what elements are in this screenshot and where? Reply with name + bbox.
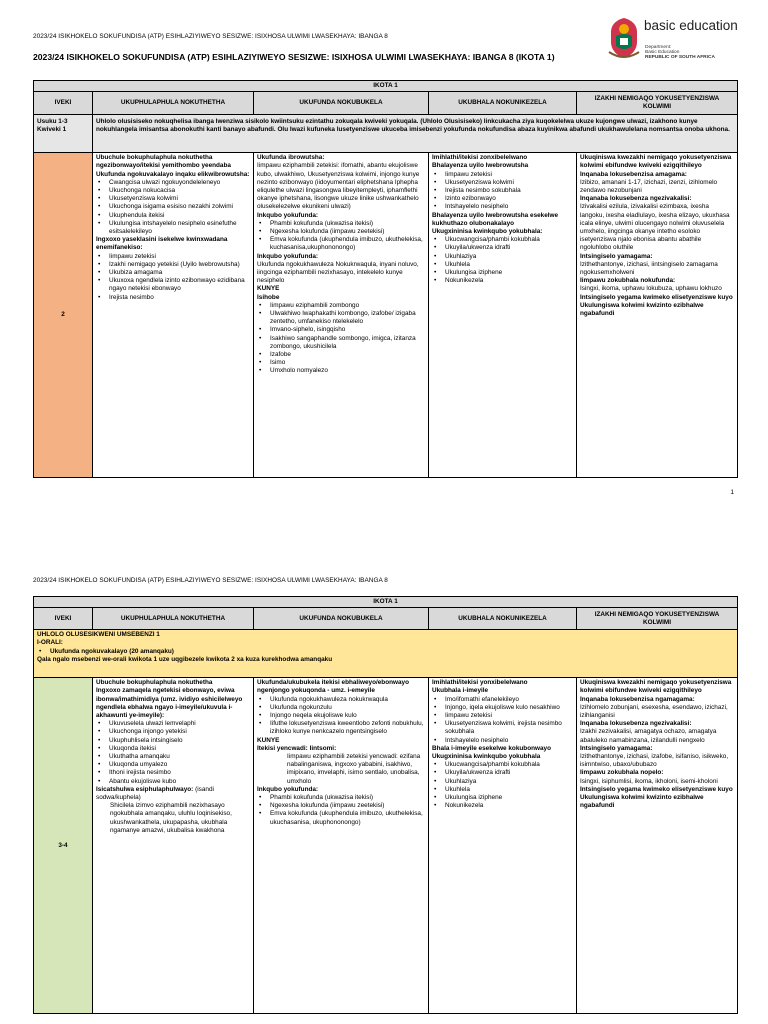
list-item: • Ngexesha lokufunda (iimpawu zeetekisi) xyxy=(257,228,425,236)
list-item: • Ukusetyenziswa kolwimi xyxy=(432,179,573,187)
list-item: • Iimpawu zetekisi xyxy=(432,712,573,720)
list-item: • Iimpawu zetekisi xyxy=(96,253,250,261)
running-header: 2023/24 ISIKHOKELO SOKUFUNDISA (ATP) ESIHLAZIYIWEYO SESIZWE: ISIXHOSA ULWIMI LWASEKHAYA: IBANGA 8 xyxy=(33,577,388,584)
page-gap xyxy=(0,505,768,571)
term-heading: IKOTA 1 xyxy=(34,81,738,92)
list-item: • Ukubiza amagama xyxy=(96,269,250,277)
list-item: • Ukuqonda itekisi xyxy=(96,745,250,753)
col-header-writing: UKUBHALA NOKUNIKEZELA xyxy=(429,92,577,115)
coat-of-arms-icon xyxy=(606,16,642,60)
department-label: Department: Basic Education REPUBLIC OF SOUTH AFRICA xyxy=(645,45,715,61)
col-header-listening: UKUPHULAPHULA NOKUTHETHA xyxy=(93,608,254,630)
list-item: • Iimpawu eziphambili zombongo xyxy=(257,302,425,310)
formal-assessment-banner: UHLOLO OLUSESIKWENI UMSEBENZI 1 I-ORALI: • Ukufunda ngokuvakalayo (20 amanqaku) Qala ngalo msebenzi we-orali kwikota 1 uze uqgibezele kwikota 2 xa kuza kurekhodwa amanqaku xyxy=(34,630,738,678)
col-header-language: IZAKHI NEMIGAQO YOKUSETYENZISWA KOLWIMI xyxy=(577,92,738,115)
col-header-language: IZAKHI NEMIGAQO YOKUSETYENZISWA KOLWIMI xyxy=(577,608,738,630)
reading-cell: Ukufunda ibrowutsha: Iimpawu eziphambili zetekisi: ifomathi, abantu ekujoliswe kubo, ulwakhiwo, Ukusetyenziswa kolwimi, injongo kunye nezinto ezibonwayo (iidoyumentari eliphetshana Iphepha eliqulethe ulwazi lingasongwa libeyitempleyti, iphamflethi okanye iphetshana, lisongwe ukuze linike ushwankathelo olusekelezelwe ekunikeni ulwazi) Inkqubo yokufunda: • Phambi kokufunda (ukwazisa itekisi) • Ngexesha lokufunda (iimpawu zeetekisi) • Emva kokufunda (ukuphendula imibuzo, ukuthelekisa, kuchasanisa,ukuphononongo) Inkqubo yokufunda: Ukufunda ngokukhawuleza Nokukrwaqula, inyani noluvo, iingcinga eziphambili nezixhasayo, intekelelo kunye nesiphelo KUNYE Isihobe • Iimpawu eziphambili zombongo • Ulwakhiwo lwaphakathi kombongo, izafobe/ izigaba zentetho, umfanekiso ntelekelelo • Imvano-siphelo, isingqisho • Isakhiwo sangaphandle sombongo, imigca, izitanza zombongo, ukushicilela • Izafobe • Isimo • Umxholo nomyalezo xyxy=(254,153,429,478)
list-item: • Phambi kokufunda (ukwazisa itekisi) xyxy=(257,794,425,802)
list-item: • Abantu ekujoliswe kubo xyxy=(96,778,250,786)
page-2 xyxy=(0,571,768,1024)
writing-cell: Imihlathi/itekisi yonxibelelwano Ukubhala i-imeyile • Imo/ifomathi efanelekileyo • Injongo, iqela ekujoliswe kulo nesakhiwo • Iimpawu zetekisi • Ukusetyenziswa kolwimi, irejista nesimbo sokubhala • Intshayelelo nesiphelo Bhala i-imeyile esekelwe kokubonwayo Ukugxininisa kwinkqubo yokubhala • Ukucwangcisa/phambi kokubhala • Ukuyila/ukwenza idrafti • Ukuhlaziya • Ukuhlela • Ukulungisa iziphene • Nokunikezela xyxy=(429,678,577,1014)
list-item: • Ukuvuselela ulwazi lemvelaphi xyxy=(96,720,250,728)
col-header-reading: UKUFUNDA NOKUBUKELA xyxy=(254,92,429,115)
list-item: • Ithoni irejista nesimbo xyxy=(96,769,250,777)
list-item: • Ukuqonda umyalezo xyxy=(96,761,250,769)
list-item: • Ukuhlela xyxy=(432,786,573,794)
table-row xyxy=(34,678,738,1014)
list-item: • Ukusetyenziswa kolwimi xyxy=(96,195,250,203)
list-item: • Ukufunda ngokukhawuleza nokukrwaqula xyxy=(257,696,425,704)
brand-name: basic education xyxy=(644,18,738,33)
list-item: • Ukusetyenziswa kolwimi, irejista nesimbo sokubhala xyxy=(432,720,573,736)
page-number: 1 xyxy=(730,489,734,496)
listening-cell: Ubuchule bokuphulaphula nokuthetha Ingxoxo zamaqela ngetekisi ebonwayo, eviwa ibonwa/imathimidiya (umz. ividiyo eshicilelweyo ngendlela ebhalwa ngayo i-imeyile/ukuvula i-akhawunti ye-imeyile): • Ukuvuselela ulwazi lemvelaphi • Ukuchonga injongo yetekisi • Ukuphuhlisela intsingiselo • Ukuqonda itekisi • Ukuthatha amanqaku • Ukuqonda umyalezo • Ithoni irejista nesimbo • Abantu ekujoliswe kubo Isicatshulwa esiphulaphulwayo: (isandi sodwa/kuphela) Shicilela izimvo eziphambili nezixhasayo ngokubhala amanqaku, uluhlu loqinisekiso, ukushwankathela, ukupapasha, ukubhala ngamanye amazwi, ukubalisa kwakhona xyxy=(93,678,254,1014)
list-item: • Irejista nesimbo sokubhala xyxy=(432,187,573,195)
list-item: • Nokunikezela xyxy=(432,277,573,285)
list-item: • Imvano-siphelo, isingqisho xyxy=(257,326,425,334)
list-item: • Ukucwangcisa/phambi kokubhala xyxy=(432,236,573,244)
list-item: • Ukuyila/ukwenza idrafti xyxy=(432,769,573,777)
list-item: • Ukuhlaziya xyxy=(432,253,573,261)
listening-cell: Ubuchule bokuphulaphula nokuthetha ngezibonwayo/itekisi yemithombo yeendaba Ukufunda ngokuvakalayo inqaku elikwibrowutsha: • Cwangcisa ulwazi ngokuyondeleleneyo • Ukuchonga nokucacisa • Ukusetyenziswa kolwimi • Ukuchonga isigama esisiso nezakhi zolwimi • Ukuphendula itekisi • Ukulungisa intshayelelo nesiphelo esinefuthe esitsalelekileyo Ingxoxo yaseklasini isekelwe kwinxwadana enemifanekiso: • Iimpawu zetekisi • Izakhi nemigaqo yetekisi (Uyilo lwebrowutsha) • Ukubiza amagama • Ukuxoxa ngendlela izinto ezibonwayo ezidibana ngayo netekisi ebonwayo • Irejista nesimbo xyxy=(93,153,254,478)
list-item: • Intshayelelo nesiphelo xyxy=(432,203,573,211)
list-item: • Umxholo nomyalezo xyxy=(257,367,425,375)
writing-cell: Imihlathi/itekisi zonxibelelwano Bhalayenza uyilo lwebrowutsha • Iimpawu zetekisi • Ukusetyenziswa kolwimi • Irejista nesimbo sokubhala • Izinto ezibonwayo • Intshayelelo nesiphelo Bhalayenza uyilo lwebrowutsha esekelwe kukhuthazo olubonakalayo Ukugxininisa kwinkqubo yokubhala: • Ukucwangcisa/phambi kokubhala • Ukuyila/ukwenza idrafti • Ukuhlaziya • Ukuhlela • Ukulungisa iziphene • Nokunikezela xyxy=(429,153,577,478)
col-header-listening: UKUPHULAPHULA NOKUTHETHA xyxy=(93,92,254,115)
list-item: • Injongo, iqela ekujoliswe kulo nesakhiwo xyxy=(432,704,573,712)
list-item: • Izinto ezibonwayo xyxy=(432,195,573,203)
atp-table-term1-continued xyxy=(33,596,738,1014)
list-item: • Irejista nesimbo xyxy=(96,294,250,302)
list-item: • Ukuchonga injongo yetekisi xyxy=(96,728,250,736)
list-item: • Ukuhlela xyxy=(432,261,573,269)
dbe-logo xyxy=(606,14,742,66)
term-heading: IKOTA 1 xyxy=(34,597,738,608)
list-item: • Intshayelelo nesiphelo xyxy=(432,737,573,745)
list-item: • Imo/ifomathi efanelekileyo xyxy=(432,696,573,704)
list-item: • Ukuchonga isigama esisiso nezakhi zolwimi xyxy=(96,203,250,211)
list-item: • Injongo neqela ekujoliswe kulo xyxy=(257,712,425,720)
list-item: • Ukufunda ngokunzulu xyxy=(257,704,425,712)
list-item: • Emva kokufunda (ukuphendula imibuzo, ukuthelekisa, ukuchasanisa, ukuphononongo) xyxy=(257,810,425,826)
list-item: • Ukuchonga nokucacisa xyxy=(96,187,250,195)
list-item: • Phambi kokufunda (ukwazisa itekisi) xyxy=(257,220,425,228)
atp-table-term1 xyxy=(33,80,738,478)
list-item: • Nokunikezela xyxy=(432,802,573,810)
list-item: • Isakhiwo sangaphandle sombongo, imigca, izitanza zombongo, ukushicilela xyxy=(257,335,425,351)
list-item: • Cwangcisa ulwazi ngokuyondeleleneyo xyxy=(96,179,250,187)
list-item: • Ukuphuhlisela intsingiselo xyxy=(96,737,250,745)
list-item: • Ukuhlaziya xyxy=(432,778,573,786)
list-item: • Ukuxoxa ngendlela izinto ezibonwayo ezidibana ngayo netekisi ebonwayo xyxy=(96,277,250,293)
page-1 xyxy=(0,0,768,505)
list-item: • Ukuphendula itekisi xyxy=(96,212,250,220)
list-item: • Ukulungisa iziphene xyxy=(432,794,573,802)
list-item: • Ukulungisa iziphene xyxy=(432,269,573,277)
week-number: 2 xyxy=(34,153,93,478)
col-header-week: IVEKI xyxy=(34,92,93,115)
baseline-assessment-text: Uhlolo olusisiseko nokuqhelisa ibanga lwenziwa sisikolo kwiintsuku ezintathu zokuqala kwiveki yokuqala. (Uhlolo Olusisiseko) linkcukacha ziya kuqokelelwa ukuze kujongwe ulwazi, izakhono kunye nokuhlangela imisantsa abonokuthi kanti banayo abafundi. Olu lwazi kufuneka lusetyenziswe ukuceba imisebenzi yokufunda nokufundisa abaza kuyinikwa abafundi ukukhawulelana nomsantsa onoba ukhona. xyxy=(93,115,738,153)
list-item: • Ukuyila/ukwenza idrafti xyxy=(432,244,573,252)
list-item: • Emva kokufunda (ukuphendula imibuzo, ukuthelekisa, kuchasanisa,ukuphononongo) xyxy=(257,236,425,252)
list-item: • Ukuthatha amanqaku xyxy=(96,753,250,761)
list-item: • Ukucwangcisa/phambi kokubhala xyxy=(432,761,573,769)
table-row xyxy=(34,153,738,478)
intro-week-cell: Usuku 1-3 Kwiveki 1 xyxy=(34,115,93,153)
list-item: • Isimo xyxy=(257,359,425,367)
week-number: 3-4 xyxy=(34,678,93,1014)
list-item: • Iimpawu zetekisi xyxy=(432,171,573,179)
list-item: • Ukufunda ngokuvakalayo (20 amanqaku) xyxy=(37,648,734,656)
list-item: • Izafobe xyxy=(257,351,425,359)
col-header-week: IVEKI xyxy=(34,608,93,630)
list-item: • Izakhi nemigaqo yetekisi (Uyilo lwebrowutsha) xyxy=(96,261,250,269)
col-header-reading: UKUFUNDA NOKUBUKELA xyxy=(254,608,429,630)
list-item: • Ngexesha lokufunda (iimpawu zeetekisi) xyxy=(257,802,425,810)
page-title: 2023/24 ISIKHOKELO SOKUFUNDISA (ATP) ESIHLAZIYIWEYO SESIZWE: ISIXHOSA ULWIMI LWASEKHAYA: IBANGA 8 (IKOTA 1) xyxy=(33,52,555,62)
language-cell: Ukuqiniswa kwezakhi nemigaqo yokusetyenziswa kolwimi ebifundwe kwiveki ezigqithileyo Inqanaba lokusebenzisa ngamagama: Izihlomelo zobunjani, esexesha, esendawo, izichazi, izihlanganisi Inqanaba lokusebenza ngezivakalisi: Izakhi zezivakalisi, amagatya ochazo, amagatya abaluleko namabinzana, izilandulli nengxelo Intsingiselo yamagama: Izithethantonye, izichasi, izafobe, isifaniso, isikweko, isimntwiso, ubaxo/ububazo Iimpawu zokubhala nopelo: Isingxi, isiphumlisi, ikoma, ikholoni, isemi-kholoni Intsingiselo yegama kwimeko elisetyenziswe kuyo Ukulungiswa kolwimi kwizinto ezibhalwe ngabafundi xyxy=(577,678,738,1014)
list-item: • Iifuthe lokusetyenziswa kweentlobo zefonti nobukhulu, izihloko kunye nenkcazelo ngentsingiselo xyxy=(257,720,425,736)
reading-cell: Ukufunda/ukubukela itekisi ebhaliweyo/ebonwayo ngenjongo yokuqonda - umz. i-emeyile • Ukufunda ngokukhawuleza nokukrwaqula • Ukufunda ngokunzulu • Injongo neqela ekujoliswe kulo • Iifuthe lokusetyenziswa kweentlobo zefonti nobukhulu, izihloko kunye nenkcazelo ngentsingiselo KUNYE Itekisi yencwadi: Iintsomi: Iimpawu eziphambili zetekisi yencwadi: ezifana nabalinganiswa, ingxoxo yababini, isakhiwo, imipixano, imvelaphi, isimo sentlalo, unobalisa, umxholo Inkqubo yokufunda: • Phambi kokufunda (ukwazisa itekisi) • Ngexesha lokufunda (iimpawu zeetekisi) • Emva kokufunda (ukuphendula imibuzo, ukuthelekisa, ukuchasanisa, ukuphononongo) xyxy=(254,678,429,1014)
language-cell: Ukuqiniswa kwezakhi nemigaqo yokusetyenziswa kolwimi ebifundwe kwiveki ezigqithileyo Inqanaba lokusebenzisa amagama: Izibizo, amanani 1-17, izichazi, izenzi, izihlomelo zendawo nezobunjani Inqanaba lokusebenza ngezivakalisi: Izivakalisi ezilula, izivakalisi ezimbaxa, ixesha langoku, ixesha eladlulayo, ixesha elizayo, ukuxhasa icala elinye, ulwimi olucengayo nolwimi oluvuselela umxhelo, iingcinga okanye intetho esoloko isetyenziswa njalo ebonisa abantu abathile ngoluhlobo oluthile Intsingiselo yamagama: Izithethantonye, izichasi, iintsingiselo zamagama ngokusemxholweni Iimpawu zokubhala nokufunda: Isingxi, ikoma, uphawu lokubuza, uphawu lokhuzo Intsingiselo yegama kwimeko elisetyenziswe kuyo Ukulungiswa kolwimi kwizinto ezibhalwe ngabafundi xyxy=(577,153,738,478)
list-item: • Ukulungisa intshayelelo nesiphelo esinefuthe esitsalelekileyo xyxy=(96,220,250,236)
col-header-writing: UKUBHALA NOKUNIKEZELA xyxy=(429,608,577,630)
running-header: 2023/24 ISIKHOKELO SOKUFUNDISA (ATP) ESIHLAZIYIWEYO SESIZWE: ISIXHOSA ULWIMI LWASEKHAYA: IBANGA 8 xyxy=(33,33,388,40)
list-item: • Ulwakhiwo lwaphakathi kombongo, izafobe/ izigaba zentetho, umfanekiso ntelekelelo xyxy=(257,310,425,326)
